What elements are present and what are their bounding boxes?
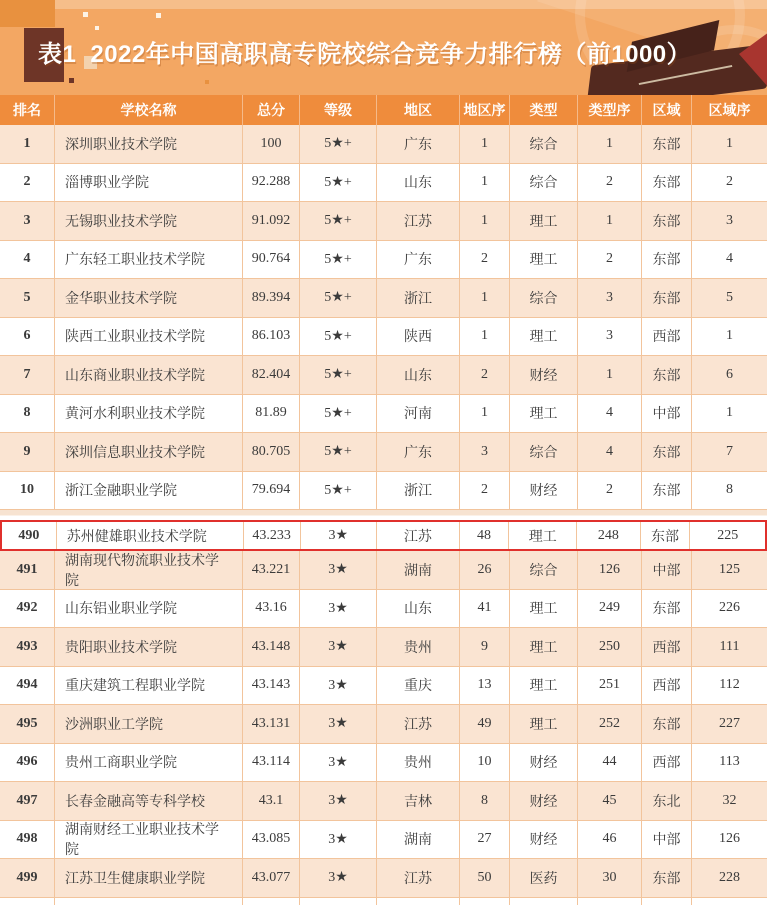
- cell-region: 山东: [377, 164, 460, 202]
- cell-type: 医药: [510, 859, 578, 897]
- cell-type: 财经: [510, 821, 578, 859]
- header-type-rank: 类型序: [578, 95, 642, 125]
- table-header-row: [0, 95, 767, 125]
- cell-rank: [0, 898, 55, 905]
- cell-area-rank: 4: [726, 251, 733, 267]
- table-row: [0, 279, 767, 318]
- cell-area-rank: 225: [717, 527, 739, 543]
- cell-area: 中部: [642, 395, 692, 433]
- cell-score: 89.394: [243, 279, 300, 317]
- table-row: [0, 744, 767, 783]
- cell-area: 中部: [642, 821, 692, 859]
- cell-region: 贵州: [377, 628, 460, 666]
- table-row: [0, 667, 767, 706]
- cell-type-rank: 3: [578, 279, 642, 317]
- cell-region-rank: 1: [460, 164, 510, 202]
- cell-school-name: 贵州工商职业学院: [55, 744, 243, 782]
- header-score: 总分: [243, 95, 300, 125]
- cell-type: 综合: [510, 125, 578, 163]
- cell-grade: 5★+: [300, 164, 377, 202]
- table-row: [0, 356, 767, 395]
- cell-area-rank: 125: [719, 561, 740, 577]
- table-row: [0, 395, 767, 434]
- cell-region-rank: 27: [460, 821, 510, 859]
- cell-region-rank: 1: [460, 202, 510, 240]
- cell-grade: 3★: [300, 859, 377, 897]
- cell-area-rank: 226: [719, 600, 740, 616]
- cell-region: 吉林: [377, 782, 460, 820]
- cell-rank: 1: [0, 125, 55, 163]
- cell-school-name: 深圳职业技术学院: [55, 125, 243, 163]
- cell-area: 东部: [642, 164, 692, 202]
- cell-type-rank: 30: [578, 859, 642, 897]
- cell-type-rank: 1: [578, 356, 642, 394]
- cell-region-rank: 3: [460, 433, 510, 471]
- cell-region: 浙江: [377, 472, 460, 510]
- cell-type: 综合: [510, 164, 578, 202]
- cell-rank: 495: [0, 705, 55, 743]
- cell-score: 43.143: [243, 667, 300, 705]
- cell-score: 91.092: [243, 202, 300, 240]
- cell-region-rank: 2: [460, 241, 510, 279]
- cell-type-rank: 250: [578, 628, 642, 666]
- cell-region: [377, 898, 460, 905]
- cell-type: 理工: [510, 628, 578, 666]
- cell-region-rank: 2: [460, 356, 510, 394]
- header-rank: 排名: [0, 95, 55, 125]
- cell-region: 广东: [377, 125, 460, 163]
- cell-region: 河南: [377, 395, 460, 433]
- cell-score: 43.221: [243, 551, 300, 589]
- cell-region-rank: 48: [460, 522, 510, 549]
- cell-region: 浙江: [377, 279, 460, 317]
- cell-region-rank: 1: [460, 279, 510, 317]
- cell-area-rank: 1: [726, 405, 733, 421]
- cell-type-rank: 4: [578, 395, 642, 433]
- cell-area: 东部: [642, 590, 692, 628]
- cell-score: 43.1: [243, 782, 300, 820]
- cell-type-rank: 3: [578, 318, 642, 356]
- cell-type: 综合: [510, 551, 578, 589]
- cell-area-rank: 113: [719, 754, 740, 770]
- banner: [0, 0, 767, 95]
- header-region-rank: 地区序: [460, 95, 510, 125]
- cell-score: 90.764: [243, 241, 300, 279]
- cell-region: 湖南: [377, 821, 460, 859]
- table-row: [0, 202, 767, 241]
- cell-school-name: 深圳信息职业技术学院: [55, 433, 243, 471]
- cell-region: 山东: [377, 590, 460, 628]
- cell-school-name: [55, 898, 243, 905]
- cell-type: 理工: [510, 667, 578, 705]
- cell-score: 92.288: [243, 164, 300, 202]
- cell-rank: 8: [0, 395, 55, 433]
- table-row: [0, 318, 767, 357]
- cell-area: 东北: [642, 782, 692, 820]
- cell-area-rank: 6: [726, 366, 733, 382]
- cell-score: 86.103: [243, 318, 300, 356]
- cell-area: 东部: [642, 279, 692, 317]
- cell-score: 82.404: [243, 356, 300, 394]
- cell-grade: 3★: [300, 782, 377, 820]
- cell-school-name: 江苏卫生健康职业学院: [55, 859, 243, 897]
- cell-area-rank: 32: [722, 792, 737, 808]
- cell-region: 江苏: [377, 859, 460, 897]
- cell-score: 43.077: [243, 859, 300, 897]
- cell-region-rank: 1: [460, 395, 510, 433]
- cell-score: [243, 898, 300, 905]
- cell-region: 重庆: [377, 667, 460, 705]
- cell-school-name: 湖南财经工业职业技术学院: [55, 821, 243, 859]
- table-row: [0, 821, 767, 860]
- cell-school-name: 重庆建筑工程职业学院: [55, 667, 243, 705]
- cell-type-rank: 1: [578, 125, 642, 163]
- table-row: [0, 705, 767, 744]
- cell-area-rank: 228: [719, 869, 740, 885]
- cell-rank: 494: [0, 667, 55, 705]
- cell-region: 山东: [377, 356, 460, 394]
- cell-region-rank: 49: [460, 705, 510, 743]
- cell-area: 东部: [641, 522, 691, 549]
- cell-type: 理工: [510, 590, 578, 628]
- cell-type-rank: [578, 898, 642, 905]
- cell-area-rank: 3: [726, 212, 733, 228]
- header-area-rank: 区域序: [708, 102, 751, 118]
- title-text: 2022年中国高职高专院校综合竞争力排行榜（前1000）: [90, 41, 692, 68]
- cell-rank: 9: [0, 433, 55, 471]
- cell-area-rank: 227: [719, 715, 740, 731]
- header-region: 地区: [377, 95, 460, 125]
- cell-region: 陕西: [377, 318, 460, 356]
- cell-rank: 5: [0, 279, 55, 317]
- cell-type-rank: 1: [578, 202, 642, 240]
- cell-type-rank: 251: [578, 667, 642, 705]
- cell-score: 43.085: [243, 821, 300, 859]
- cell-area: 东部: [642, 241, 692, 279]
- cell-grade: 5★+: [300, 279, 377, 317]
- cell-region-rank: 50: [460, 859, 510, 897]
- cell-area-rank: 1: [726, 135, 733, 151]
- cell-area-rank: 7: [726, 443, 733, 459]
- cell-area-rank: [692, 898, 767, 905]
- cell-grade: 5★+: [300, 202, 377, 240]
- cell-region-rank: 10: [460, 744, 510, 782]
- cell-area-rank: 8: [726, 482, 733, 498]
- cell-type: 财经: [510, 356, 578, 394]
- cell-rank: 498: [0, 821, 55, 859]
- cell-school-name: 沙洲职业工学院: [55, 705, 243, 743]
- cell-type-rank: 4: [578, 433, 642, 471]
- cell-type-rank: 2: [578, 241, 642, 279]
- cell-type: 理工: [510, 202, 578, 240]
- cell-rank: 491: [0, 551, 55, 589]
- cell-region-rank: [460, 898, 510, 905]
- cell-area-rank: 126: [719, 831, 740, 847]
- cell-type: [510, 898, 578, 905]
- cell-score: 43.114: [243, 744, 300, 782]
- cell-rank: 10: [0, 472, 55, 510]
- cell-type-rank: 46: [578, 821, 642, 859]
- banner-dot: [69, 78, 74, 83]
- header-grade: 等级: [300, 95, 377, 125]
- cell-score: 43.148: [243, 628, 300, 666]
- cell-rank: 2: [0, 164, 55, 202]
- table-bottom-edge: [0, 898, 767, 905]
- cell-type-rank: 44: [578, 744, 642, 782]
- cell-area-rank: 111: [719, 638, 740, 654]
- cell-region-rank: 9: [460, 628, 510, 666]
- cell-rank: 7: [0, 356, 55, 394]
- cell-rank: 6: [0, 318, 55, 356]
- cell-school-name: 无锡职业技术学院: [55, 202, 243, 240]
- cell-type: 理工: [510, 395, 578, 433]
- cell-rank: 499: [0, 859, 55, 897]
- cell-grade: 5★+: [300, 433, 377, 471]
- table-row: [0, 590, 767, 629]
- cell-school-name: 苏州健雄职业技术学院: [57, 522, 244, 549]
- table-row: [0, 433, 767, 472]
- cell-type-rank: 2: [578, 472, 642, 510]
- cell-school-name: 山东商业职业技术学院: [55, 356, 243, 394]
- page-title: [0, 0, 767, 69]
- cell-type-rank: 249: [578, 590, 642, 628]
- cell-rank: 3: [0, 202, 55, 240]
- cell-grade: 5★+: [300, 472, 377, 510]
- cell-score: 80.705: [243, 433, 300, 471]
- cell-school-name: 淄博职业学院: [55, 164, 243, 202]
- table-label: 表1: [38, 41, 77, 68]
- cell-grade: 5★+: [300, 125, 377, 163]
- cell-school-name: 浙江金融职业学院: [55, 472, 243, 510]
- header-area: 区域: [642, 95, 692, 125]
- cell-score: 81.89: [243, 395, 300, 433]
- cell-region-rank: 26: [460, 551, 510, 589]
- banner-dot: [205, 80, 209, 84]
- cell-grade: 3★: [301, 522, 378, 549]
- cell-area: 东部: [642, 356, 692, 394]
- table-row: [0, 551, 767, 590]
- cell-school-name: 长春金融高等专科学校: [55, 782, 243, 820]
- cell-type: 综合: [510, 433, 578, 471]
- cell-school-name: 湖南现代物流职业技术学院: [55, 551, 243, 589]
- cell-area-rank: 112: [719, 677, 740, 693]
- cell-type-rank: 126: [578, 551, 642, 589]
- table-row: [0, 628, 767, 667]
- cell-area: 东部: [642, 202, 692, 240]
- cell-rank: 4: [0, 241, 55, 279]
- table-row: [0, 125, 767, 164]
- cell-school-name: 广东轻工职业技术学院: [55, 241, 243, 279]
- table-gap-omitted-rows: [0, 510, 767, 520]
- cell-region-rank: 8: [460, 782, 510, 820]
- cell-type-rank: 248: [577, 522, 641, 549]
- cell-area: 东部: [642, 472, 692, 510]
- cell-type: 理工: [510, 241, 578, 279]
- cell-type-rank: 252: [578, 705, 642, 743]
- table-row: [0, 782, 767, 821]
- cell-region: 广东: [377, 433, 460, 471]
- cell-type: 财经: [510, 472, 578, 510]
- cell-region-rank: 1: [460, 318, 510, 356]
- cell-area: 西部: [642, 667, 692, 705]
- cell-area-rank: 1: [726, 328, 733, 344]
- cell-type-rank: 2: [578, 164, 642, 202]
- cell-area: 东部: [642, 433, 692, 471]
- cell-region: 贵州: [377, 744, 460, 782]
- cell-area: 东部: [642, 705, 692, 743]
- cell-type: 综合: [510, 279, 578, 317]
- cell-score: 43.16: [243, 590, 300, 628]
- cell-grade: 5★+: [300, 356, 377, 394]
- cell-area: [642, 898, 692, 905]
- cell-score: 79.694: [243, 472, 300, 510]
- highlighted-table-row: [0, 520, 767, 551]
- cell-type: 理工: [509, 522, 577, 549]
- cell-region-rank: 1: [460, 125, 510, 163]
- cell-grade: [300, 898, 377, 905]
- cell-score: 100: [243, 125, 300, 163]
- cell-area: 西部: [642, 628, 692, 666]
- cell-region: 广东: [377, 241, 460, 279]
- cell-type-rank: 45: [578, 782, 642, 820]
- cell-grade: 3★: [300, 590, 377, 628]
- table-body: [0, 125, 767, 905]
- table-row: [0, 859, 767, 898]
- cell-area: 西部: [642, 318, 692, 356]
- header-school-name: 学校名称: [55, 95, 243, 125]
- cell-region: 湖南: [377, 551, 460, 589]
- cell-area: 东部: [642, 125, 692, 163]
- table-row: [0, 241, 767, 280]
- cell-school-name: 山东铝业职业学院: [55, 590, 243, 628]
- cell-rank: 493: [0, 628, 55, 666]
- cell-area-rank: 5: [726, 289, 733, 305]
- cell-region-rank: 41: [460, 590, 510, 628]
- cell-region: 江苏: [377, 705, 460, 743]
- cell-score: 43.131: [243, 705, 300, 743]
- cell-grade: 3★: [300, 551, 377, 589]
- table-row: [0, 164, 767, 203]
- cell-type: 财经: [510, 782, 578, 820]
- header-type: 类型: [510, 95, 578, 125]
- cell-region-rank: 13: [460, 667, 510, 705]
- cell-region: 江苏: [377, 522, 460, 549]
- cell-school-name: 金华职业技术学院: [55, 279, 243, 317]
- cell-type: 财经: [510, 744, 578, 782]
- cell-rank: 492: [0, 590, 55, 628]
- table-row: [0, 472, 767, 511]
- cell-rank: 496: [0, 744, 55, 782]
- cell-area: 东部: [642, 859, 692, 897]
- cell-area-rank: 2: [726, 174, 733, 190]
- cell-score: 43.233: [244, 522, 301, 549]
- cell-grade: 5★+: [300, 241, 377, 279]
- cell-grade: 3★: [300, 628, 377, 666]
- cell-school-name: 陕西工业职业技术学院: [55, 318, 243, 356]
- cell-grade: 5★+: [300, 395, 377, 433]
- cell-area: 西部: [642, 744, 692, 782]
- cell-grade: 3★: [300, 744, 377, 782]
- cell-rank: 497: [0, 782, 55, 820]
- cell-type: 理工: [510, 705, 578, 743]
- cell-grade: 3★: [300, 705, 377, 743]
- cell-rank: 490: [2, 522, 57, 549]
- cell-grade: 5★+: [300, 318, 377, 356]
- cell-school-name: 贵阳职业技术学院: [55, 628, 243, 666]
- cell-school-name: 黄河水利职业技术学院: [55, 395, 243, 433]
- cell-grade: 3★: [300, 667, 377, 705]
- cell-grade: 3★: [300, 821, 377, 859]
- cell-type: 理工: [510, 318, 578, 356]
- cell-region: 江苏: [377, 202, 460, 240]
- cell-area: 中部: [642, 551, 692, 589]
- cell-region-rank: 2: [460, 472, 510, 510]
